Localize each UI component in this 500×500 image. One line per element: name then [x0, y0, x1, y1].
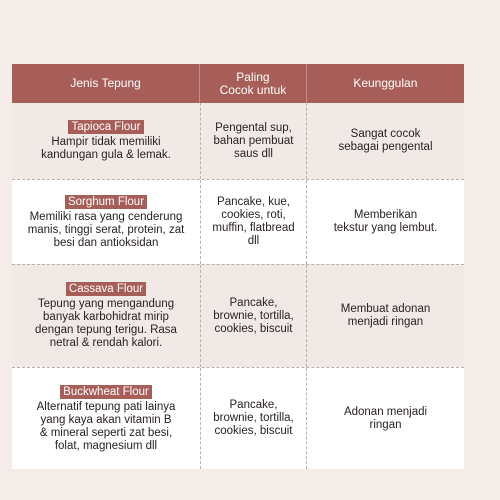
flour-type-cell — [12, 265, 200, 367]
table-row — [12, 264, 464, 367]
flour-type-cell — [12, 103, 200, 179]
flour-comparison-table — [12, 64, 464, 469]
flour-name-tag: Buckwheat Flour — [60, 385, 152, 399]
advantage-cell: Memberikan tekstur yang lembut. — [306, 180, 464, 264]
table-row — [12, 179, 464, 264]
best-for-cell: Pancake, kue, cookies, roti, muffin, flatbread dll — [200, 180, 306, 264]
flour-description: Alternatif tepung pati lainya yang kaya akan vitamin B & mineral seperti zat besi, folat, magnesium dll — [36, 400, 176, 452]
header-best-for: Paling Cocok untuk — [199, 64, 306, 103]
header-advantage: Keunggulan — [306, 64, 464, 103]
flour-type-cell — [12, 368, 200, 469]
flour-name-tag: Tapioca Flour — [68, 120, 143, 134]
best-for-cell: Pancake, brownie, tortilla, cookies, biscuit — [200, 368, 306, 469]
table-row — [12, 367, 464, 469]
best-for-cell: Pancake, brownie, tortilla, cookies, biscuit — [200, 265, 306, 367]
advantage-cell: Sangat cocok sebagai pengental — [306, 103, 464, 179]
table-row — [12, 103, 464, 179]
flour-description: Tepung yang mengandung banyak karbohidrat mirip dengan tepung terigu. Rasa netral & rendah kalori. — [35, 298, 177, 349]
advantage-cell: Adonan menjadi ringan — [306, 368, 464, 469]
header-flour-type: Jenis Tepung — [70, 76, 141, 90]
flour-description: Memiliki rasa yang cenderung manis, tinggi serat, protein, zat besi dan antioksidan — [27, 210, 185, 249]
flour-description: Hampir tidak memiliki kandungan gula & lemak. — [41, 136, 171, 161]
flour-name-tag: Cassava Flour — [66, 282, 146, 296]
best-for-cell: Pengental sup, bahan pembuat saus dll — [200, 103, 306, 179]
flour-name-tag: Sorghum Flour — [65, 195, 147, 209]
table-header — [12, 64, 464, 103]
flour-type-cell — [12, 180, 200, 264]
advantage-cell: Membuat adonan menjadi ringan — [306, 265, 464, 367]
